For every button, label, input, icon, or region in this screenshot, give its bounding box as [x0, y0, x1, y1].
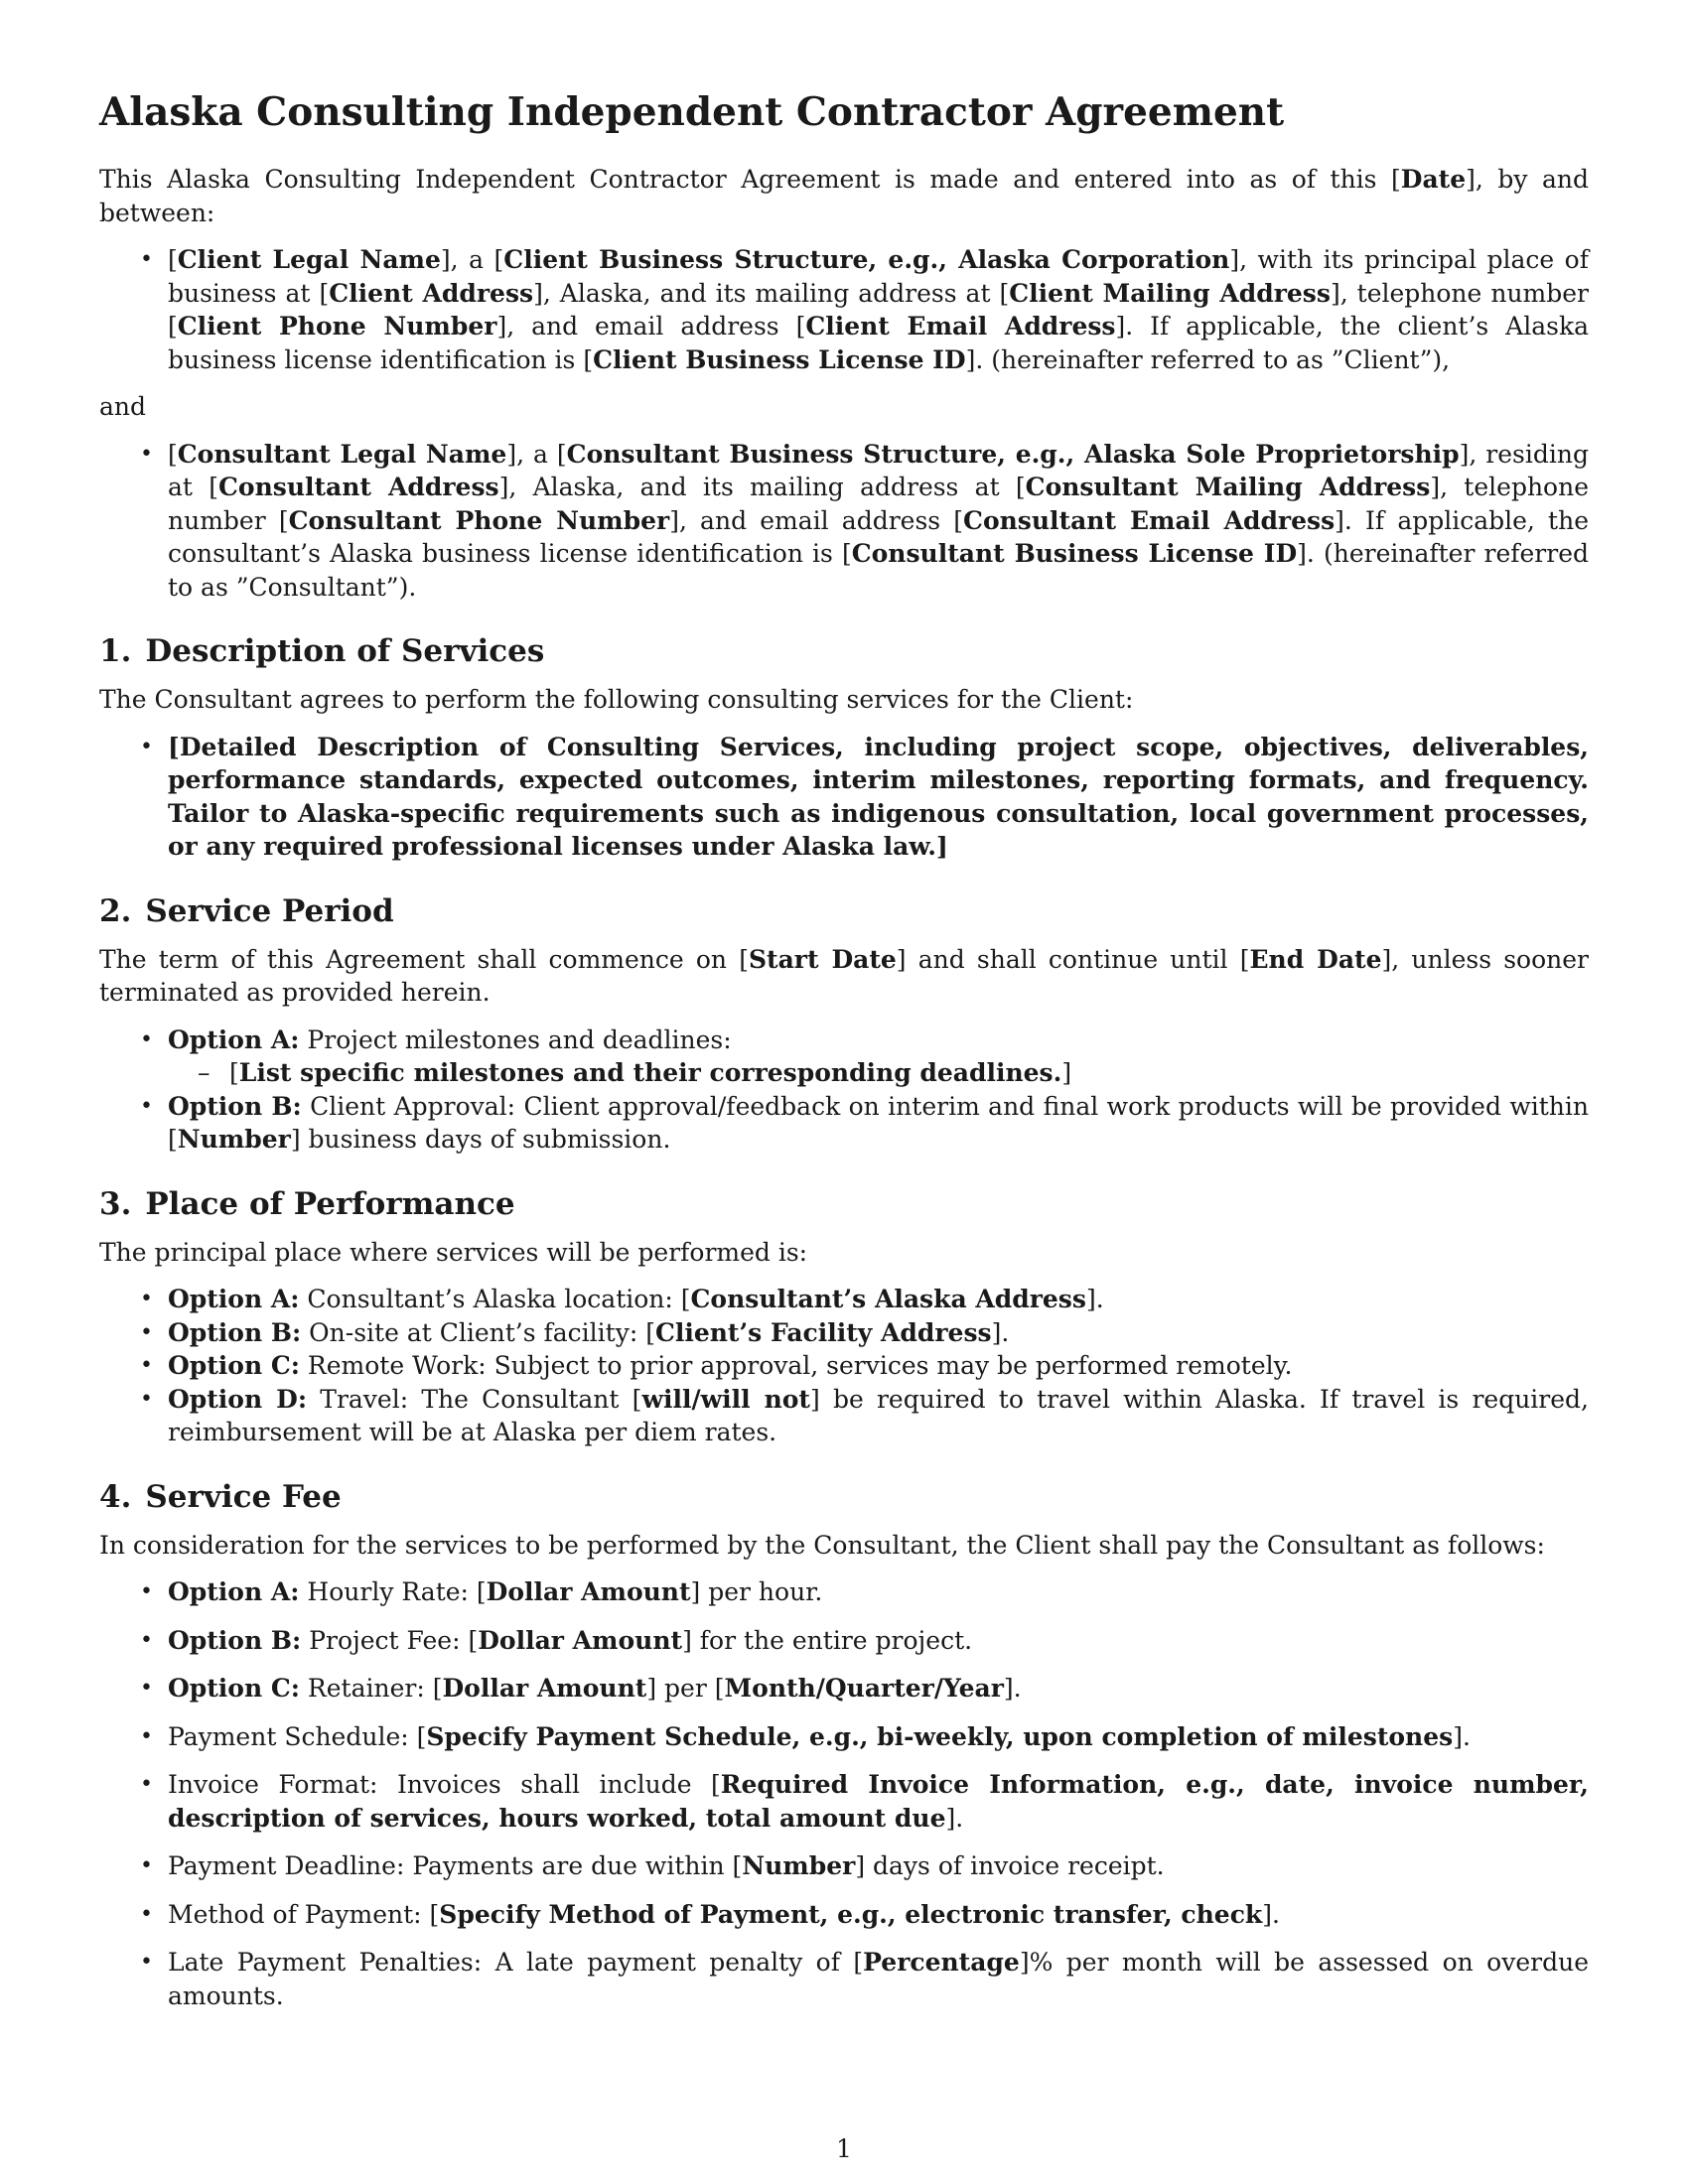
intro-paragraph: This Alaska Consulting Independent Contractor Agreement is made and entered into as of this [Date], by and between:: [99, 165, 1589, 227]
place-option-d: • Option D: Travel: The Consultant [will/will not] be required to travel within Alaska. If travel is required, reimbursement will be at Alaska per diem rates.: [168, 1383, 1589, 1449]
service-period-option-b: • Option B: Client Approval: Client approval/feedback on interim and final work products will be provided within [Number] business days of submission.: [168, 1090, 1589, 1157]
consultant-list: [99, 438, 1589, 605]
client-list: [99, 243, 1589, 376]
section-3-intro: The principal place where services will be performed is:: [99, 1237, 808, 1267]
section-3-list: [99, 1283, 1589, 1449]
consultant-party-item: • [Consultant Legal Name], a [Consultant Business Structure, e.g., Alaska Sole Proprietorship], residing at [Consultant Address], Alaska, and its mailing address at [Consultant Mailing Address], telephone number [Consultant Phone Number], and email address [Consultant Email Address]. If applicable, the consultant’s Alaska business license identification is [Consultant Business License ID]. (hereinafter referred to as ”Consultant”).: [168, 438, 1589, 605]
document-page: [99, 87, 1589, 2027]
fee-option-c: • Option C: Retainer: [Dollar Amount] per [Month/Quarter/Year].: [168, 1672, 1589, 1706]
section-2-paragraph: The term of this Agreement shall commence on [Start Date] and shall continue until [End Date], unless sooner terminated as provided herein.: [99, 944, 1590, 1007]
client-party-item: • [Client Legal Name], a [Client Business Structure, e.g., Alaska Corporation], with its principal place of business at [Client Address], Alaska, and its mailing address at [Client Mailing Address], telephone number [Client Phone Number], and email address [Client Email Address]. If applicable, the client’s Alaska business license identification is [Client Business License ID]. (hereinafter referred to as ”Client”),: [168, 243, 1589, 376]
section-3-heading: 3. Place of Performance: [99, 1185, 515, 1222]
and-separator: and: [99, 392, 147, 421]
late-payment-item: • Late Payment Penalties: A late payment penalty of [Percentage]% per month will be assessed on overdue amounts.: [168, 1946, 1589, 2012]
section-1-intro: The Consultant agrees to perform the following consulting services for the Client:: [99, 685, 1134, 714]
section-4-list: [99, 1575, 1589, 2012]
fee-option-b: • Option B: Project Fee: [Dollar Amount] for the entire project.: [168, 1624, 1589, 1658]
payment-schedule-item: • Payment Schedule: [Specify Payment Schedule, e.g., bi-weekly, upon completion of milestones].: [168, 1720, 1589, 1754]
option-a-sublist: [168, 1056, 1589, 1090]
service-period-option-a: • Option A: Project milestones and deadlines: – [List specific milestones and their corresponding deadlines.]: [168, 1024, 1589, 1090]
section-1-heading: 1. Description of Services: [99, 633, 545, 669]
place-option-c: • Option C: Remote Work: Subject to prior approval, services may be performed remotely.: [168, 1349, 1589, 1383]
section-4-heading: 4. Service Fee: [99, 1478, 342, 1515]
document-title: Alaska Consulting Independent Contractor Agreement: [99, 89, 1285, 135]
page-number: 1: [836, 2134, 852, 2163]
section-2-list: [99, 1024, 1589, 1157]
milestones-subitem: – [List specific milestones and their corresponding deadlines.]: [229, 1056, 1589, 1090]
section-1-list: [99, 731, 1589, 864]
payment-method-item: • Method of Payment: [Specify Method of Payment, e.g., electronic transfer, check].: [168, 1898, 1589, 1932]
place-option-b: • Option B: On-site at Client’s facility: [Client’s Facility Address].: [168, 1316, 1589, 1350]
section-2-heading: 2. Service Period: [99, 892, 394, 929]
place-option-a: • Option A: Consultant’s Alaska location: [Consultant’s Alaska Address].: [168, 1283, 1589, 1316]
payment-deadline-item: • Payment Deadline: Payments are due within [Number] days of invoice receipt.: [168, 1849, 1589, 1883]
section-4-intro: In consideration for the services to be performed by the Consultant, the Client shall pay the Consultant as follows:: [99, 1530, 1545, 1560]
services-description-item: • [Detailed Description of Consulting Services, including project scope, objectives, deliverables, performance standards, expected outcomes, interim milestones, reporting formats, and frequency. Tailor to Alaska-specific requirements such as indigenous consultation, local government processes, or any required professional licenses under Alaska law.]: [168, 731, 1589, 864]
invoice-format-item: • Invoice Format: Invoices shall include [Required Invoice Information, e.g., date, invoice number, description of services, hours worked, total amount due].: [168, 1768, 1589, 1835]
fee-option-a: • Option A: Hourly Rate: [Dollar Amount] per hour.: [168, 1575, 1589, 1609]
